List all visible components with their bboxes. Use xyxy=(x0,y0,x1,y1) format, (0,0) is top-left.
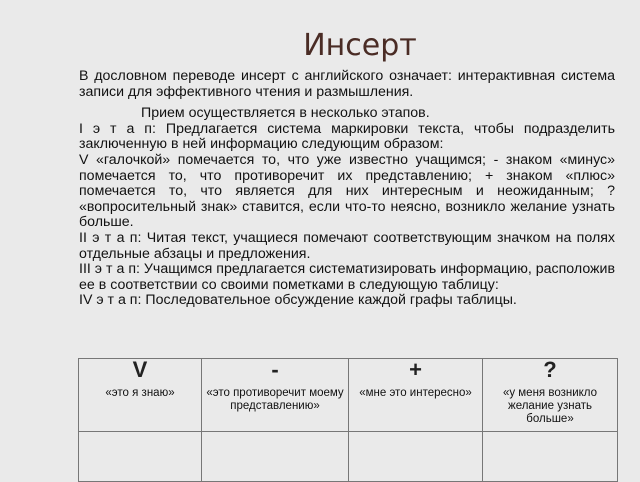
question-icon: ? xyxy=(543,357,557,382)
body-text xyxy=(79,69,615,309)
stage-4-paragraph: IV э т а п: Последовательное обсуждение каждой графы таблицы. xyxy=(79,292,517,309)
empty-cell xyxy=(349,432,483,482)
column-questions xyxy=(483,359,618,432)
column-caption: «мне это интересно» xyxy=(359,387,472,399)
column-caption: «это противоречит моему представлению» xyxy=(206,387,344,412)
empty-row xyxy=(79,432,618,482)
stages-intro-paragraph: Прием осуществляется в несколько этапов. xyxy=(141,105,430,122)
column-contradicts xyxy=(202,359,349,432)
plus-icon: + xyxy=(409,357,422,382)
empty-cell xyxy=(79,432,202,482)
empty-cell xyxy=(483,432,618,482)
column-known xyxy=(79,359,202,432)
stage-1-paragraph: I э т а п: Предлагается система маркировки текста, чтобы подразделить заключенную в ней информацию следующим образом: xyxy=(79,120,615,153)
header-row xyxy=(79,359,618,432)
markers-paragraph: V «галочкой» помечается то, что уже известно учащимся; - знаком «минус» помечается то, что противоречит их представлению; + знаком «плюс» помечается то, что является для них интересным и неожиданным; ? «вопросительный знак» ставится, если что-то неясно, возникло желание узнать больше. xyxy=(79,151,615,231)
intro-paragraph: В дословном переводе инсерт с английского означает: интерактивная система записи для эффективного чтения и размышления. xyxy=(79,68,615,100)
insert-table xyxy=(78,358,618,482)
slide-title: Инсерт xyxy=(303,28,417,63)
stage-2-paragraph: II э т а п: Читая текст, учащиеся помечают соответствующим значком на полях отдельные абзацы и предложения. xyxy=(79,229,615,262)
column-caption: «у меня возникло желание узнать больше» xyxy=(502,387,598,425)
minus-icon: - xyxy=(271,357,279,382)
stage-3-paragraph: III э т а п: Учащимся предлагается систематизировать информацию, расположив ее в соответствии со своими пометками в следующую таблицу: xyxy=(79,261,615,293)
column-caption: «это я знаю» xyxy=(105,387,175,399)
column-interesting xyxy=(349,359,483,432)
empty-cell xyxy=(202,432,349,482)
checkmark-icon: V xyxy=(132,357,148,382)
